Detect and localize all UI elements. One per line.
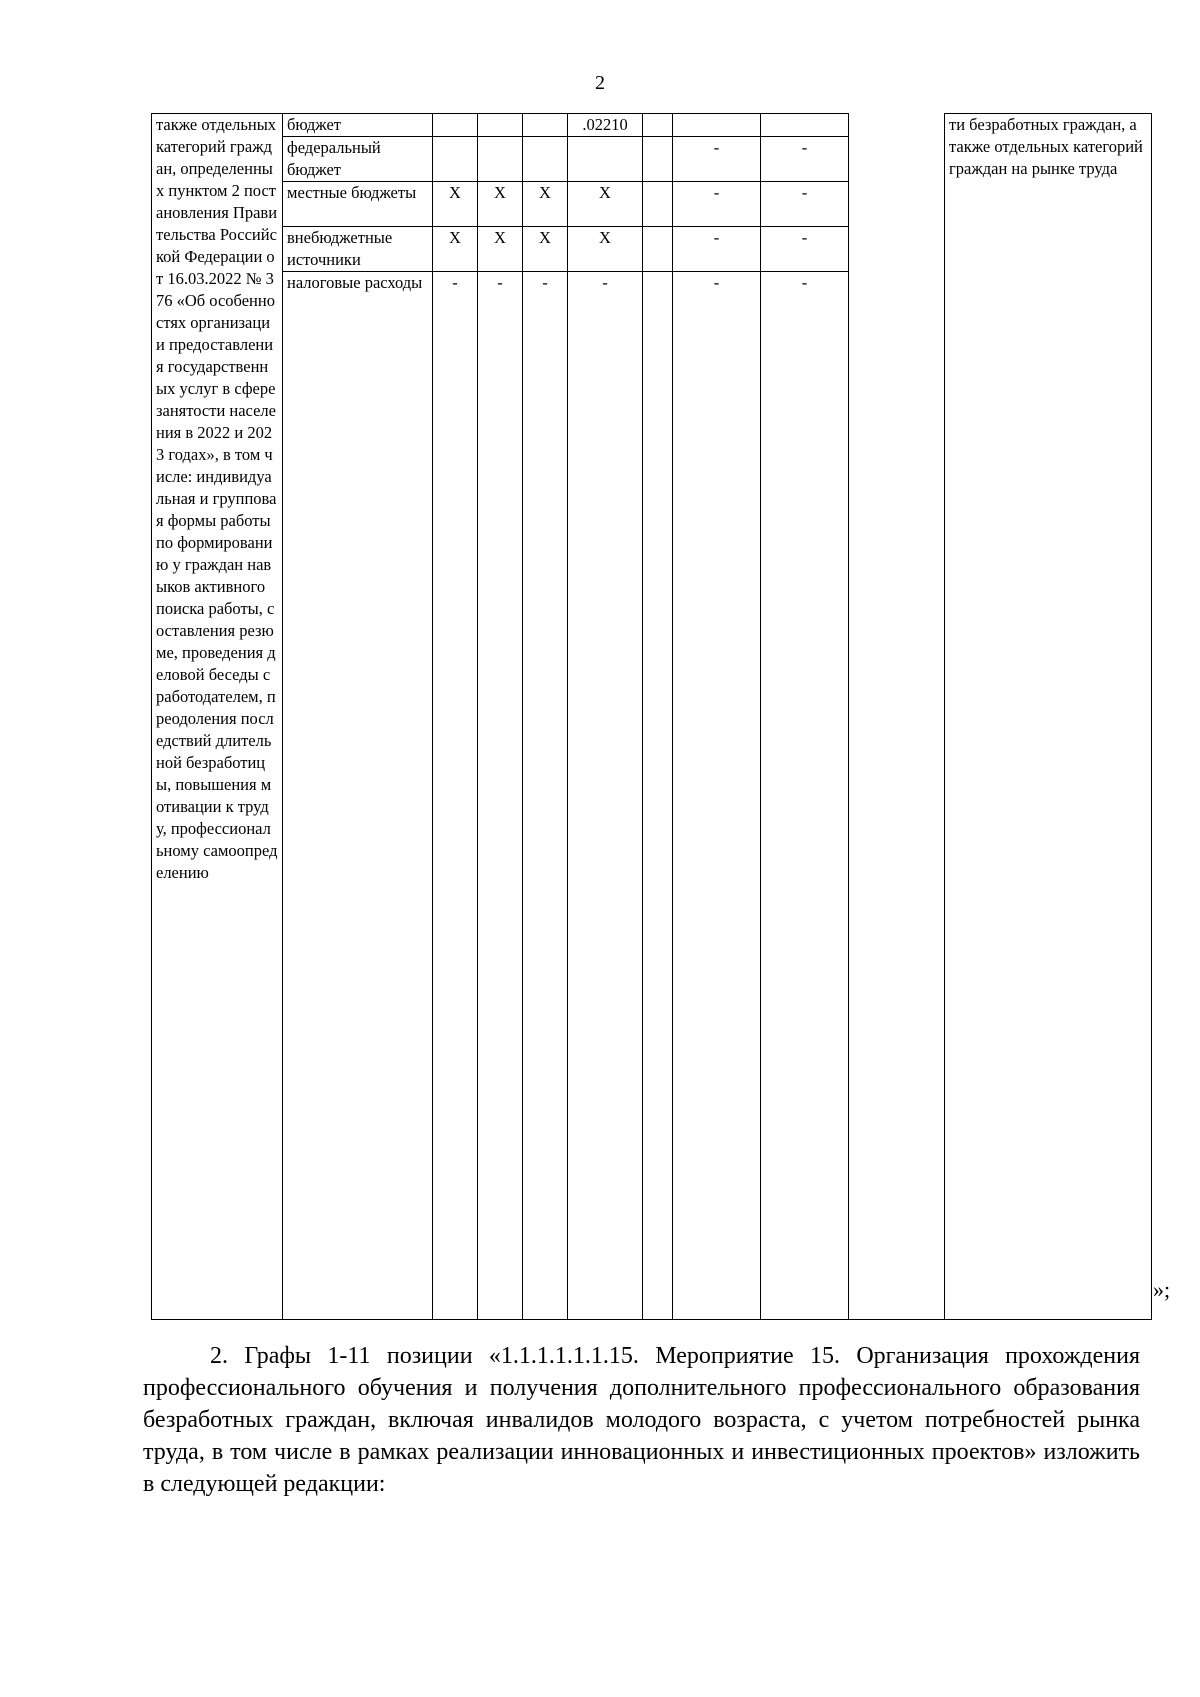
table-cell — [643, 182, 673, 227]
table-cell: - — [673, 272, 761, 1320]
table-cell: - — [523, 272, 568, 1320]
table-cell — [643, 137, 673, 182]
table-cell — [849, 182, 945, 227]
table-cell: X — [523, 182, 568, 227]
table-cell: X — [433, 227, 478, 272]
table-cell — [643, 272, 673, 1320]
table-cell: X — [568, 227, 643, 272]
table-cell — [849, 227, 945, 272]
table-cell: X — [478, 227, 523, 272]
funding-source: федеральный бюджет — [283, 137, 433, 182]
funding-source: налоговые расходы — [283, 272, 433, 1320]
table-cell: X — [568, 182, 643, 227]
table-cell — [761, 114, 849, 137]
funding-source: бюджет — [283, 114, 433, 137]
table-cell: X — [433, 182, 478, 227]
page-number: 2 — [595, 72, 605, 94]
table-cell — [523, 114, 568, 137]
table-row — [152, 114, 1152, 137]
table-cell — [523, 137, 568, 182]
closing-quote-mark: »; — [1153, 1277, 1171, 1302]
result-description-cell: ти безработных граждан, а также отдельных категорий граждан на рынке труда — [945, 114, 1152, 1320]
table-cell: - — [673, 227, 761, 272]
table-cell: .02210 — [568, 114, 643, 137]
table-cell — [849, 114, 945, 137]
table-cell — [478, 114, 523, 137]
table-cell: - — [761, 227, 849, 272]
table-cell — [849, 272, 945, 1320]
table-cell: - — [761, 137, 849, 182]
table-cell: - — [761, 182, 849, 227]
funding-source: местные бюджеты — [283, 182, 433, 227]
table-cell — [673, 114, 761, 137]
table-cell — [433, 114, 478, 137]
table-cell: - — [478, 272, 523, 1320]
measure-description-cell: также отдельных категорий граждан, определенных пунктом 2 постановления Правительства Российской Федерации от 16.03.2022 № 376 «Об особенностях организации предоставления государственных услуг в сфере занятости населения в 2022 и 2023 годах», в том числе: индивидуальная и групповая формы работы по формированию у граждан навыков активного поиска работы, составления резюме, проведения деловой беседы с работодателем, преодоления последствий длительной безработицы, повышения мотивации к труду, профессиональному самоопределению — [152, 114, 283, 1320]
program-table — [151, 113, 1152, 1320]
table-cell — [478, 137, 523, 182]
table-cell: X — [523, 227, 568, 272]
table-cell: - — [433, 272, 478, 1320]
table-cell — [849, 137, 945, 182]
table-cell — [643, 227, 673, 272]
table-cell — [568, 137, 643, 182]
table-cell: X — [478, 182, 523, 227]
table-cell: - — [761, 272, 849, 1320]
table-cell: - — [673, 182, 761, 227]
table-cell — [433, 137, 478, 182]
funding-source: внебюджетные источники — [283, 227, 433, 272]
amendment-paragraph: 2. Графы 1-11 позиции «1.1.1.1.1.1.15. Мероприятие 15. Организация прохождения профессионального обучения и получения дополнительного профессионального образования безработных граждан, включая инвалидов молодого возраста, с учетом потребностей рынка труда, в том числе в рамках реализации инновационных и инвестиционных проектов» изложить в следующей редакции: — [143, 1343, 1140, 1497]
table-cell — [643, 114, 673, 137]
table-cell: - — [673, 137, 761, 182]
table-cell: - — [568, 272, 643, 1320]
